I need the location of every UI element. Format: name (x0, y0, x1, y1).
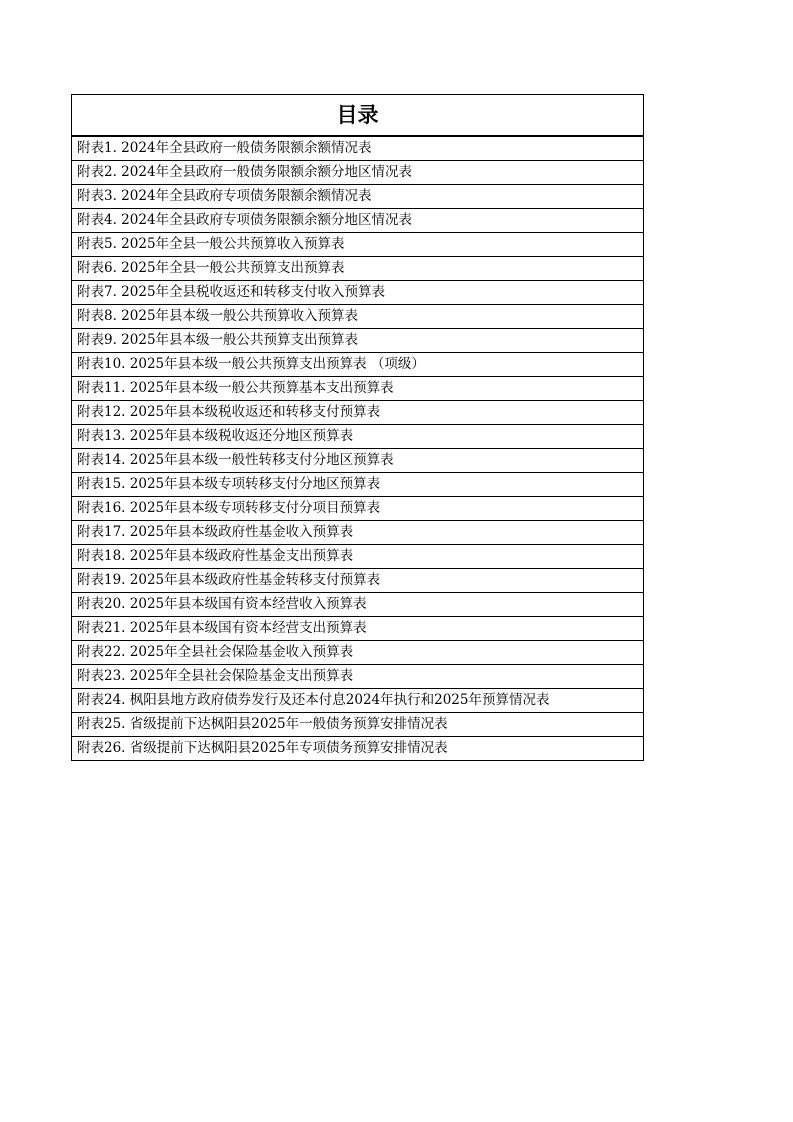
toc-item: 附表8. 2025年县本级一般公共预算收入预算表 (72, 305, 644, 329)
toc-row (72, 185, 644, 209)
toc-item: 附表21. 2025年县本级国有资本经营支出预算表 (72, 617, 644, 641)
toc-row (72, 593, 644, 617)
toc-row (72, 665, 644, 689)
toc-item: 附表14. 2025年县本级一般性转移支付分地区预算表 (72, 449, 644, 473)
toc-row (72, 425, 644, 449)
toc-row (72, 545, 644, 569)
toc-row (72, 329, 644, 353)
toc-header-row (72, 95, 644, 137)
toc-item: 附表3. 2024年全县政府专项债务限额余额情况表 (72, 185, 644, 209)
toc-item: 附表18. 2025年县本级政府性基金支出预算表 (72, 545, 644, 569)
toc-item: 附表22. 2025年全县社会保险基金收入预算表 (72, 641, 644, 665)
toc-row (72, 689, 644, 713)
toc-item: 附表17. 2025年县本级政府性基金收入预算表 (72, 521, 644, 545)
toc-item: 附表2. 2024年全县政府一般债务限额余额分地区情况表 (72, 161, 644, 185)
toc-item: 附表19. 2025年县本级政府性基金转移支付预算表 (72, 569, 644, 593)
toc-item: 附表10. 2025年县本级一般公共预算支出预算表 （项级） (72, 353, 644, 377)
toc-row (72, 497, 644, 521)
toc-item: 附表9. 2025年县本级一般公共预算支出预算表 (72, 329, 644, 353)
toc-row (72, 401, 644, 425)
toc-row (72, 521, 644, 545)
toc-body (72, 95, 644, 761)
toc-item: 附表20. 2025年县本级国有资本经营收入预算表 (72, 593, 644, 617)
toc-row (72, 377, 644, 401)
toc-row (72, 161, 644, 185)
toc-item: 附表7. 2025年全县税收返还和转移支付收入预算表 (72, 281, 644, 305)
toc-title: 目录 (72, 95, 644, 137)
toc-row (72, 569, 644, 593)
toc-row (72, 209, 644, 233)
toc-row (72, 305, 644, 329)
toc-item: 附表12. 2025年县本级税收返还和转移支付预算表 (72, 401, 644, 425)
toc-row (72, 641, 644, 665)
toc-row (72, 617, 644, 641)
toc-row (72, 281, 644, 305)
toc-item: 附表26. 省级提前下达枫阳县2025年专项债务预算安排情况表 (72, 737, 644, 761)
toc-item: 附表15. 2025年县本级专项转移支付分地区预算表 (72, 473, 644, 497)
toc-row (72, 449, 644, 473)
toc-item: 附表1. 2024年全县政府一般债务限额余额情况表 (72, 136, 644, 161)
toc-item: 附表4. 2024年全县政府专项债务限额余额分地区情况表 (72, 209, 644, 233)
toc-item: 附表13. 2025年县本级税收返还分地区预算表 (72, 425, 644, 449)
toc-item: 附表6. 2025年全县一般公共预算支出预算表 (72, 257, 644, 281)
toc-item: 附表11. 2025年县本级一般公共预算基本支出预算表 (72, 377, 644, 401)
toc-row (72, 737, 644, 761)
toc-row (72, 713, 644, 737)
toc-row (72, 473, 644, 497)
toc-item: 附表25. 省级提前下达枫阳县2025年一般债务预算安排情况表 (72, 713, 644, 737)
toc-row (72, 233, 644, 257)
toc-item: 附表24. 枫阳县地方政府债券发行及还本付息2024年执行和2025年预算情况表 (72, 689, 644, 713)
toc-table (71, 94, 644, 761)
toc-row (72, 257, 644, 281)
toc-item: 附表5. 2025年全县一般公共预算收入预算表 (72, 233, 644, 257)
toc-row (72, 136, 644, 161)
toc-item: 附表16. 2025年县本级专项转移支付分项目预算表 (72, 497, 644, 521)
toc-item: 附表23. 2025年全县社会保险基金支出预算表 (72, 665, 644, 689)
toc-row (72, 353, 644, 377)
